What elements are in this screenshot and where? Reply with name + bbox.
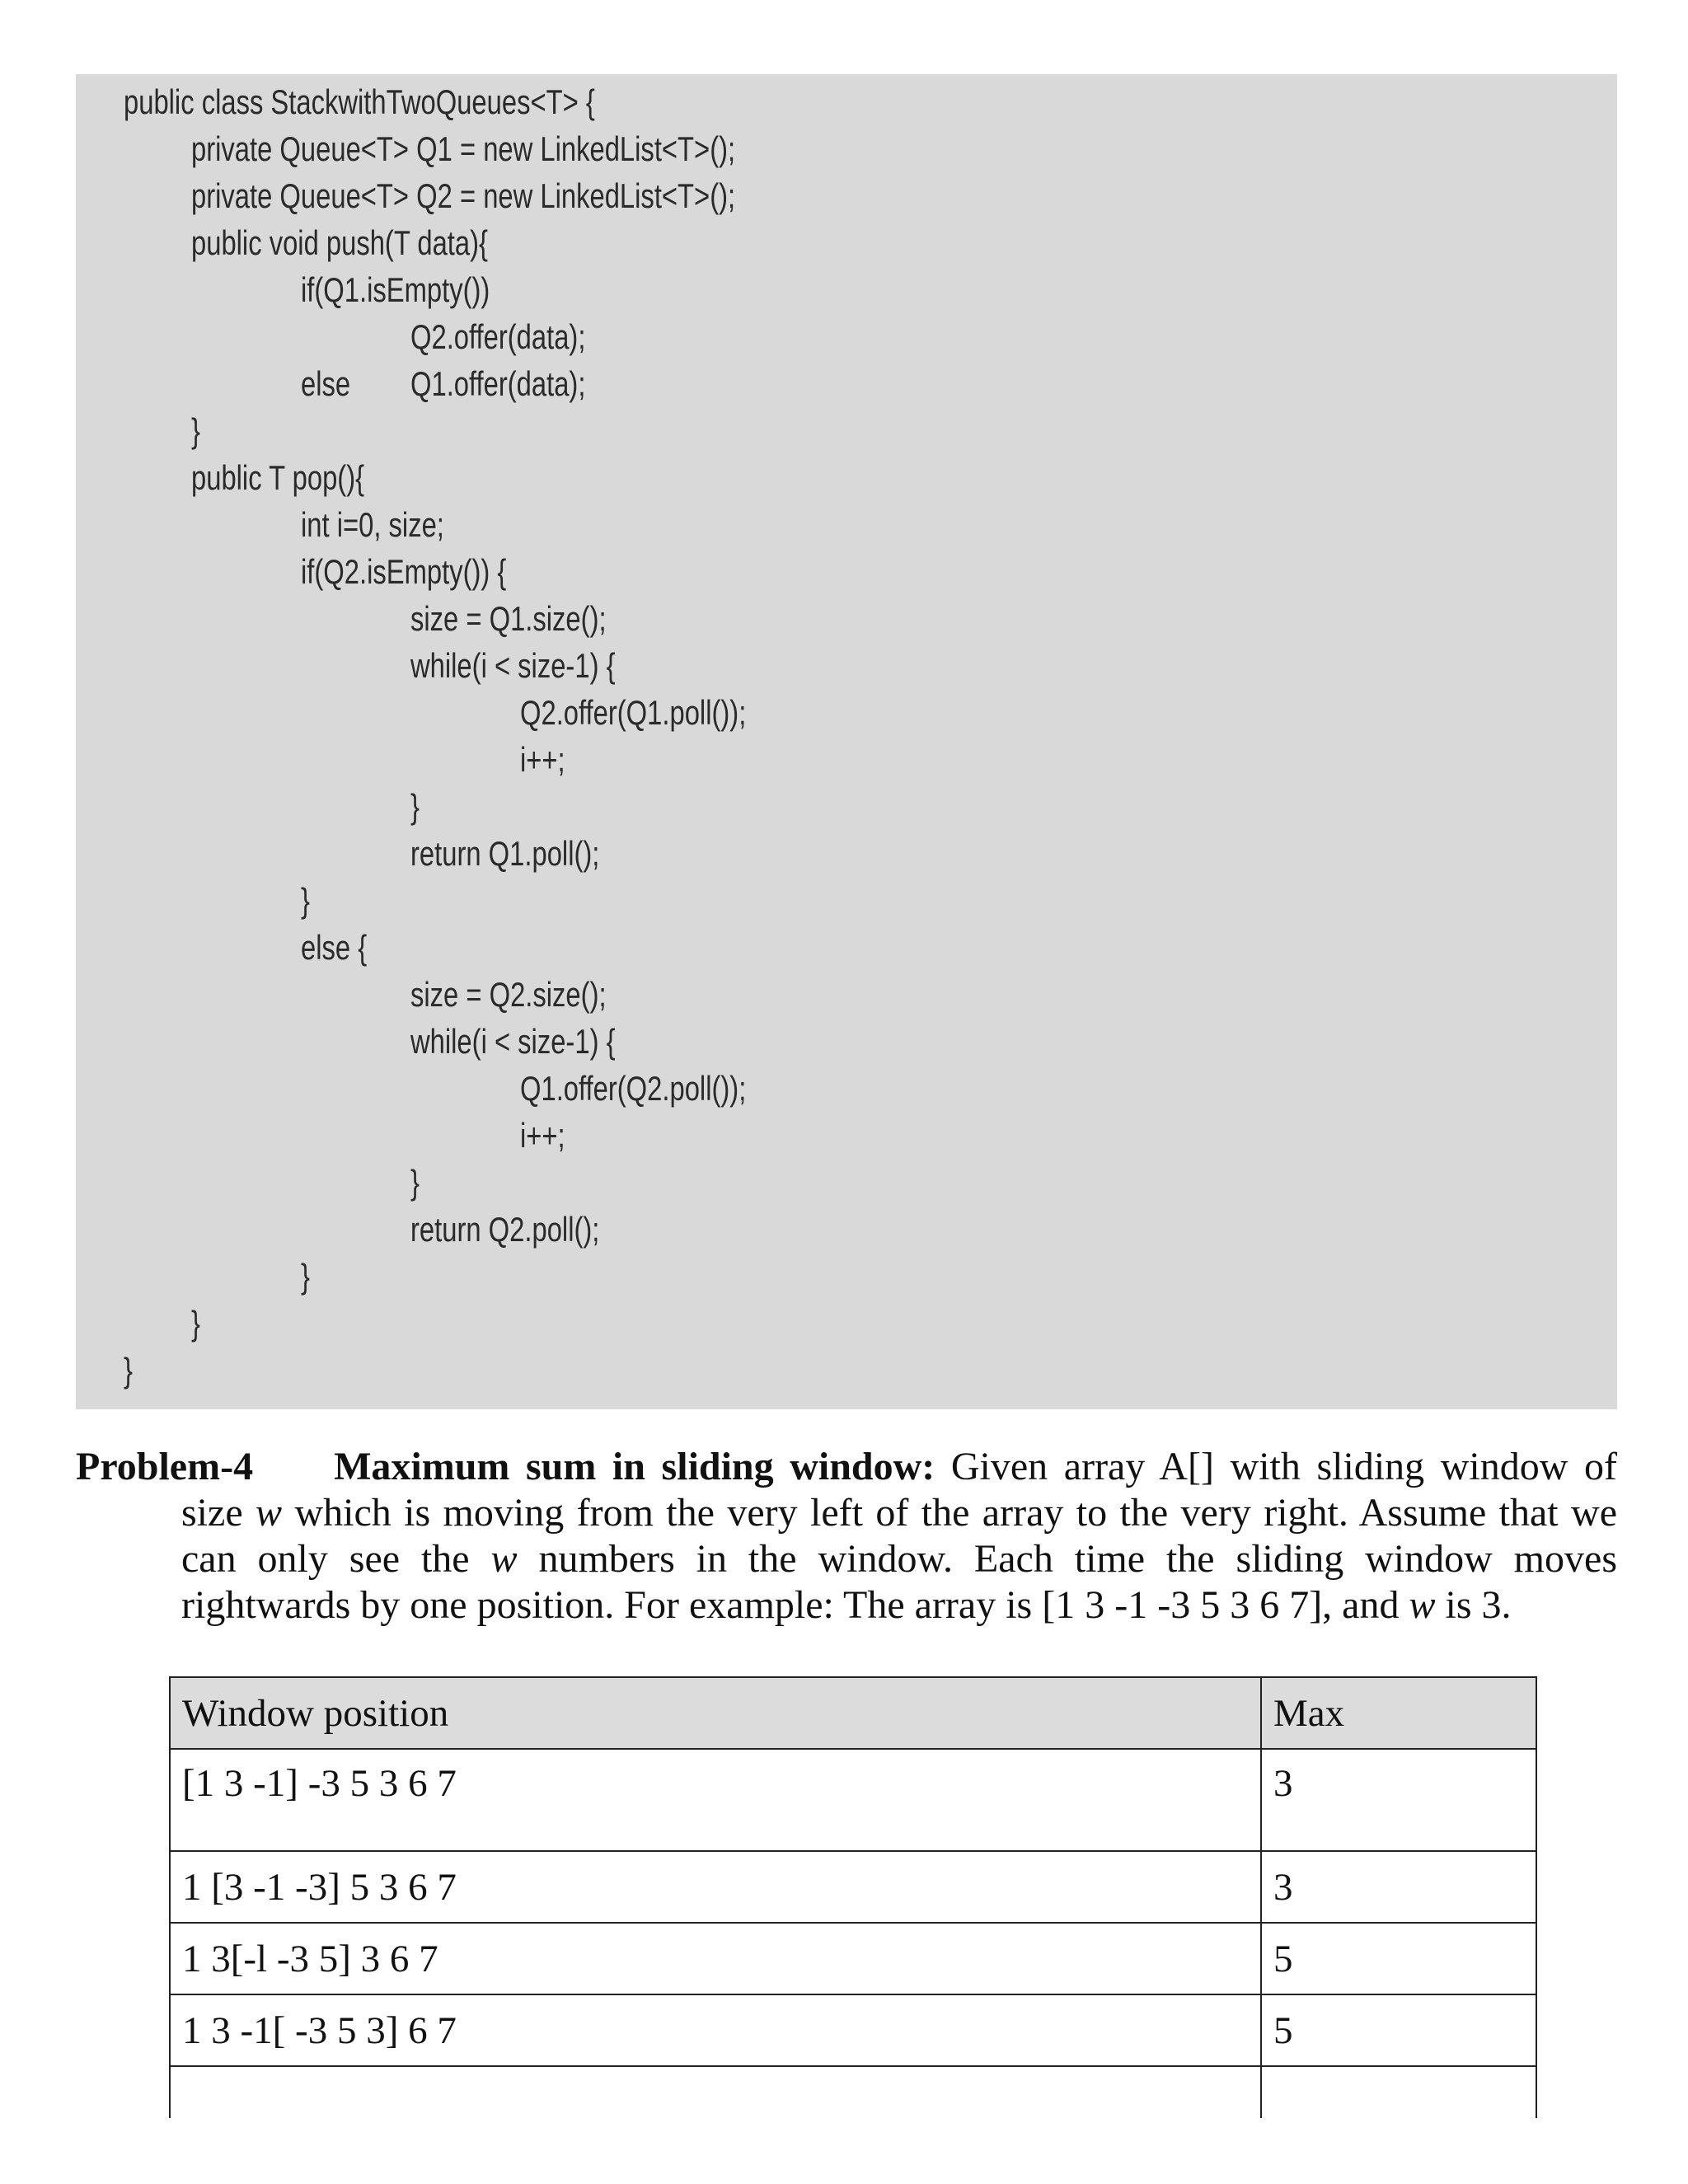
table-row-partial (170, 2066, 1536, 2118)
table-header-row (170, 1677, 1536, 1749)
cell-window: 1 3 -1[ -3 5 3] 6 7 (170, 1994, 1261, 2066)
code-line: Q2.offer(Q1.poll()); (520, 693, 747, 732)
code-line: } (410, 1163, 420, 1202)
code-line: return Q2.poll(); (410, 1210, 600, 1249)
table-row (170, 1994, 1536, 2066)
problem-text: Given array A[] with sliding window of size (181, 1445, 1618, 1535)
header-max: Max (1261, 1677, 1536, 1749)
code-line: size = Q2.size(); (410, 975, 607, 1014)
code-line: else { (301, 928, 368, 967)
header-window-position: Window position (170, 1677, 1261, 1749)
code-line: } (124, 1351, 133, 1390)
cell-max: 3 (1261, 1851, 1536, 1923)
code-line: public T pop(){ (191, 458, 365, 497)
problem-title: Maximum sum in sliding window: (334, 1445, 935, 1488)
code-line: if(Q1.isEmpty()) (301, 270, 490, 309)
code-line: } (191, 411, 200, 450)
code-line: public void push(T data){ (191, 223, 488, 262)
problem-text: numbers in the window. Each time the sliding window moves rightwards by one position. For example: The array is [1 3 -1 -3 5 3 6 7], and (181, 1537, 1617, 1627)
code-line: return Q1.poll(); (410, 834, 600, 873)
code-line: i++; (520, 1116, 565, 1155)
table-row (170, 1923, 1536, 1994)
problem-text: which is moving from the very left of the array to the very right. Assume that we can only see the (181, 1491, 1618, 1581)
code-line: while(i < size-1) { (410, 1022, 616, 1061)
cell-window: [1 3 -1] -3 5 3 6 7 (170, 1749, 1261, 1851)
table-row (170, 1749, 1536, 1851)
code-line: else (301, 364, 351, 403)
problem-var-w: w (490, 1537, 518, 1581)
cell-max: 5 (1261, 1994, 1536, 2066)
code-block (76, 74, 1617, 1409)
cell-max: 5 (1261, 1923, 1536, 1994)
window-table (169, 1676, 1537, 2118)
code-line: private Queue<T> Q2 = new LinkedList<T>(); (191, 176, 736, 215)
code-line: } (191, 1304, 200, 1343)
problem-label: Problem-4 (76, 1445, 254, 1488)
code-line: while(i < size-1) { (410, 646, 616, 685)
code-line: } (301, 1257, 310, 1296)
cell-empty (170, 2066, 1261, 2118)
code-line: Q2.offer(data); (410, 317, 586, 356)
table-row (170, 1851, 1536, 1923)
cell-empty (1261, 2066, 1536, 2118)
cell-window: 1 [3 -1 -3] 5 3 6 7 (170, 1851, 1261, 1923)
code-line: private Queue<T> Q1 = new LinkedList<T>(); (191, 129, 736, 168)
problem-var-w: w (256, 1491, 283, 1535)
code-line: Q1.offer(data); (410, 364, 586, 403)
code-line: int i=0, size; (301, 505, 444, 544)
cell-max: 3 (1261, 1749, 1536, 1851)
code-line: size = Q1.size(); (410, 599, 607, 638)
code-line: if(Q2.isEmpty()) { (301, 552, 507, 591)
problem-var-w: w (1409, 1583, 1436, 1627)
problem-text: is 3. (1435, 1583, 1512, 1627)
code-line: } (301, 881, 310, 920)
code-line: Q1.offer(Q2.poll()); (520, 1069, 747, 1108)
problem-statement (76, 1444, 1617, 1629)
code-line: public class StackwithTwoQueues<T> { (124, 82, 595, 121)
cell-window: 1 3[-l -3 5] 3 6 7 (170, 1923, 1261, 1994)
code-line: i++; (520, 740, 565, 779)
code-line: } (410, 787, 420, 826)
